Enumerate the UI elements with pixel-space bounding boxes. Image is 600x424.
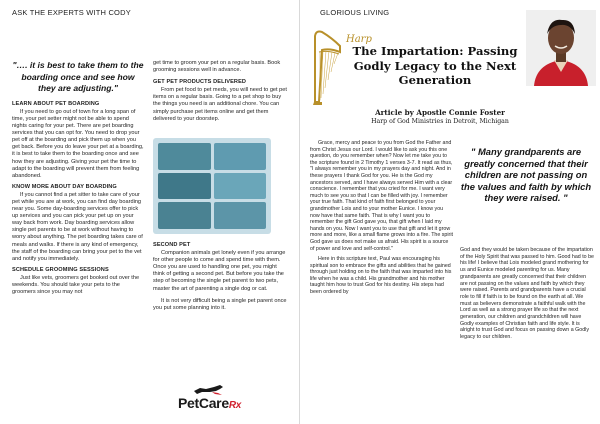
graphic-tile [214, 173, 267, 200]
heading-grooming: SCHEDULE GROOMING SESSIONS [12, 266, 109, 273]
harp-icon [310, 28, 344, 106]
logo-wordmark [178, 395, 241, 411]
logo-rx: Rx [228, 400, 242, 411]
heading-products: GET PET PRODUCTS DELIVERED [153, 79, 247, 86]
graphic-tile [214, 202, 267, 229]
heading-pet-boarding: LEARN ABOUT PET BOARDING [12, 100, 100, 107]
graphic-tile [158, 143, 211, 170]
byline [340, 108, 540, 125]
graphic-tile [158, 202, 211, 229]
petcare-rx-logo [178, 386, 258, 412]
running-head-left: ASK THE EXPERTS WITH CODY [12, 8, 131, 17]
pet-services-graphic [153, 138, 271, 234]
right-column-2 [460, 247, 594, 345]
graphic-tile [214, 143, 267, 170]
pull-quote-left: "…. it is best to take them to the boarding once and see how they are adjusting." [12, 60, 144, 94]
author-portrait [526, 10, 596, 86]
pull-quote-right: " Many grandparents are greatly concerned that their children are not passing on the values and faith by which they were raised. " [460, 146, 592, 204]
para-second-pet: Companion animals get lonely even if you arrange for other people to come and spend time with them. Once you are used to handling one pet, you might think of getting a second pet. But before you take the step of becoming the single pet parent to two pets, master the art of parenting a single dog or cat. [153, 250, 286, 292]
harp-wordmark: Harp [346, 34, 372, 45]
author-byline: Article by Apostle Connie Foster [375, 108, 505, 117]
graphic-tile [158, 173, 211, 200]
para-grooming: Just like vets, groomers get booked out over the weekends. You should take your pets to the groomers since you may not [12, 274, 140, 296]
running-head-right: GLORIOUS LIVING [320, 8, 390, 17]
right-page [300, 0, 600, 424]
para-pet-boarding: If you need to go out of town for a long span of time, your pet setter might not be able to spend nights caring for your pet. There are pet boarding services that you can opt for. You need to drop your pet off at the boarding and pick them up when you get back. Before you do leave your pet at a boarding, it is best to take them to the boarding once and see how they are adjusting. Giving your pet the time to adapt to the boarding will prevent them from feeling abandoned. [12, 108, 144, 179]
article-para-3: God and they would be taken because of the impartation of the Holy Spirit that was passed to him. Good had to be his life! I believe that Lois modeled grand mothering for us and Eunice modeled parenting for us. Many grandparents are greatly concerned that their children are not passing on the values and faith by which they were raised. Parents and grandparents have a crucial role to fill if faith is to be found on the earth at all. We must as believers demonstrate a faithful walk with the Lord as well as a strong prayer life so that the next generation, our children and grandchildren will have Godly examples of Christian faith and life style. It is alright to trust God and focus on passing down a Godly legacy to our children. [460, 247, 594, 341]
article-title: The Impartation: Passing Godly Legacy to the Next Generation [352, 44, 518, 87]
left-column-2-top [153, 60, 287, 127]
author-organization: Harp of God Ministries in Detroit, Michigan [371, 118, 509, 125]
para-grooming-cont: get time to groom your pet on a regular basis. Book grooming sessions well in advance. [153, 60, 281, 74]
right-column-1 [310, 140, 454, 300]
author-photo [526, 10, 596, 86]
dog-silhouette-icon [192, 382, 226, 396]
para-second-pet-2: It is not very difficult being a single pet parent once you put some planning into it. [153, 297, 287, 311]
para-day-boarding: If you cannot find a pet sitter to take care of your pet while you are at work, you can find day boarding near you. Some day-boarding services offer to pick up services and you can pick your pet up on your way back from work. Day boarding services allow single pet parents to be at work without having to worry about anything. The pet boarding takes care of meals and walks. If there is any kind of emergency, the staff of the boarding can bring your pet to the vet and notify you immediately. [12, 191, 143, 262]
heading-day-boarding: KNOW MORE ABOUT DAY BOARDING [12, 183, 117, 190]
heading-second-pet: SECOND PET [153, 242, 191, 248]
article-para-2: Here in this scripture text, Paul was encouraging his spiritual son to embrace the gifts and abilities that he gained through just holding on to the faith that was imparted into his life when he was a child. His grandmother and his mother taught him how to trust God for his destiny. His steps had been ordered by [310, 256, 452, 296]
logo-name: PetCare [178, 395, 229, 411]
left-column-1 [12, 60, 144, 300]
para-products: From pet food to pet meds, you will need to get pet items on a regular basis. Going to a pet shop to buy the things you need is an additional chore. You can simply purchase pet items online and get them delivered to your doorstep. [153, 87, 287, 122]
left-column-2-bottom [153, 240, 287, 316]
article-para-1: Grace, mercy and peace to you from God the Father and from Christ Jesus our Lord. I would like to ask you this one question, do you remember when? Now let me take you to the scripture found in 2 Timothy 1 verses 3-7. It read as thus, "I always remember you in my prayers day and night. And in these prayers I thank God for you. He is the God my ancestors served, and I have always served Him with a clear conscience. I remember that you cried for me. I want very much to see you so that I can be filled with joy. I remember your true faith. That kind of faith first belonged to your grandmother Lois and to your mother Eunice. I know you now have that same faith. That is why I want you to remember the gift God gave you, that gift when I laid my hands on you. Now I want you to use that gift and let it grow more and more, like a small flame grows into a fire. The spirit God gave us does not make us afraid. His spirit is a source of power and love and self-control." [310, 140, 453, 252]
